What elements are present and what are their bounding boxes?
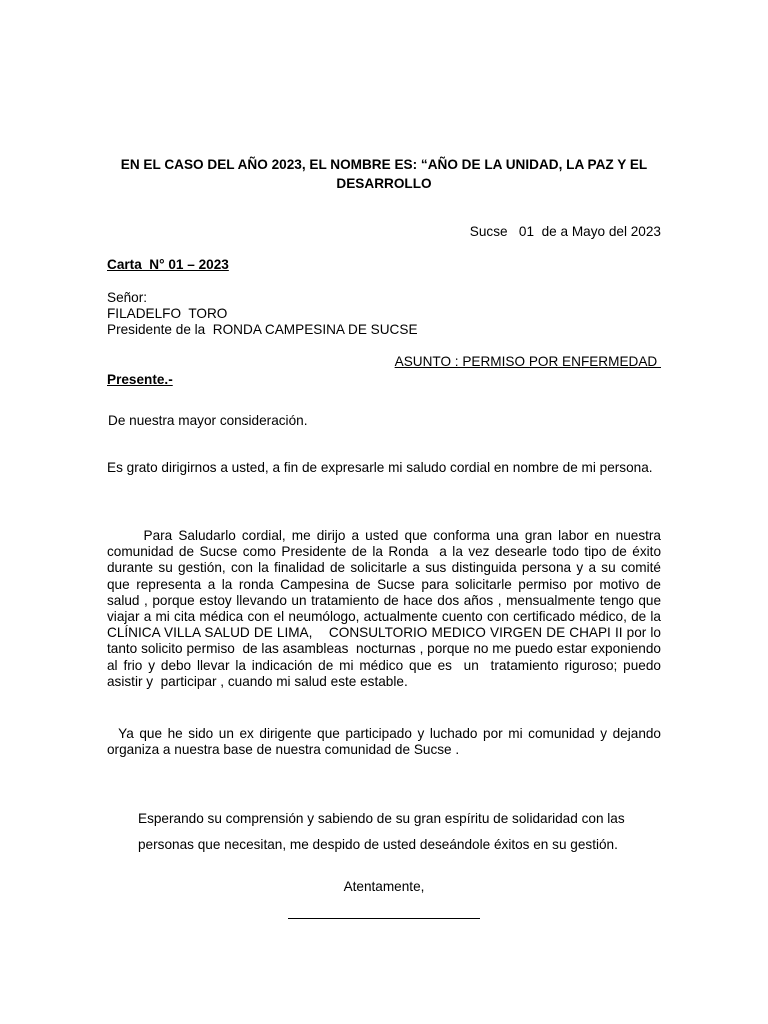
signature-line — [288, 918, 480, 919]
letter-heading: EN EL CASO DEL AÑO 2023, EL NOMBRE ES: “AÑO DE LA UNIDAD, LA PAZ Y EL DESARROLLO — [120, 157, 648, 191]
sign-off: Atentamente, — [343, 879, 425, 894]
presente-label: Presente.- — [107, 372, 173, 387]
asunto-line: ASUNTO : PERMISO POR ENFERMEDAD — [394, 354, 661, 369]
date-line: Sucse 01 de a Mayo del 2023 — [469, 224, 661, 239]
carta-number: Carta N° 01 – 2023 — [107, 257, 229, 272]
second-paragraph: Ya que he sido un ex dirigente que participado y luchado por mi comunidad y dejando organiza a nuestra base de nuestra comunidad de Sucse . — [107, 726, 665, 758]
greeting-line: De nuestra mayor consideración. — [108, 413, 308, 428]
recipient-salutation: Señor: — [107, 290, 148, 305]
recipient-position: Presidente de la RONDA CAMPESINA DE SUCSE — [107, 322, 418, 337]
body-paragraph: Para Saludarlo cordial, me dirijo a usted que conforma una gran labor en nuestra comunidad de Sucse como Presidente de la Ronda a la vez desearle todo tipo de éxito durante su gestión, con la finalidad de solicitarle a sus distinguida persona y a su comité que representa a la ronda Campesina de Sucse para solicitarle permiso por motivo de salud , porque estoy llevando un tratamiento de hace dos años , mensualmente tengo que viajar a mi cita médica con el neumólogo, actualmente cuento con certificado médico, de la CLÍNICA VILLA SALUD DE LIMA, CONSULTORIO MEDICO VIRGEN DE CHAPI II por lo tanto solicito permiso de las asambleas nocturnas , porque no me puedo estar exponiendo al frio y debo llevar la indicación de mi médico que es un tratamiento riguroso; puedo asistir y participar , cuando mi salud este estable. — [107, 528, 665, 689]
closing-paragraph: Esperando su comprensión y sabiendo de su gran espíritu de solidaridad con las personas que necesitan, me despido de usted deseándole éxitos en su gestión. — [138, 811, 625, 852]
recipient-name: FILADELFO TORO — [107, 306, 228, 321]
intro-paragraph: Es grato dirigirnos a usted, a fin de expresarle mi saludo cordial en nombre de mi persona. — [107, 460, 653, 475]
